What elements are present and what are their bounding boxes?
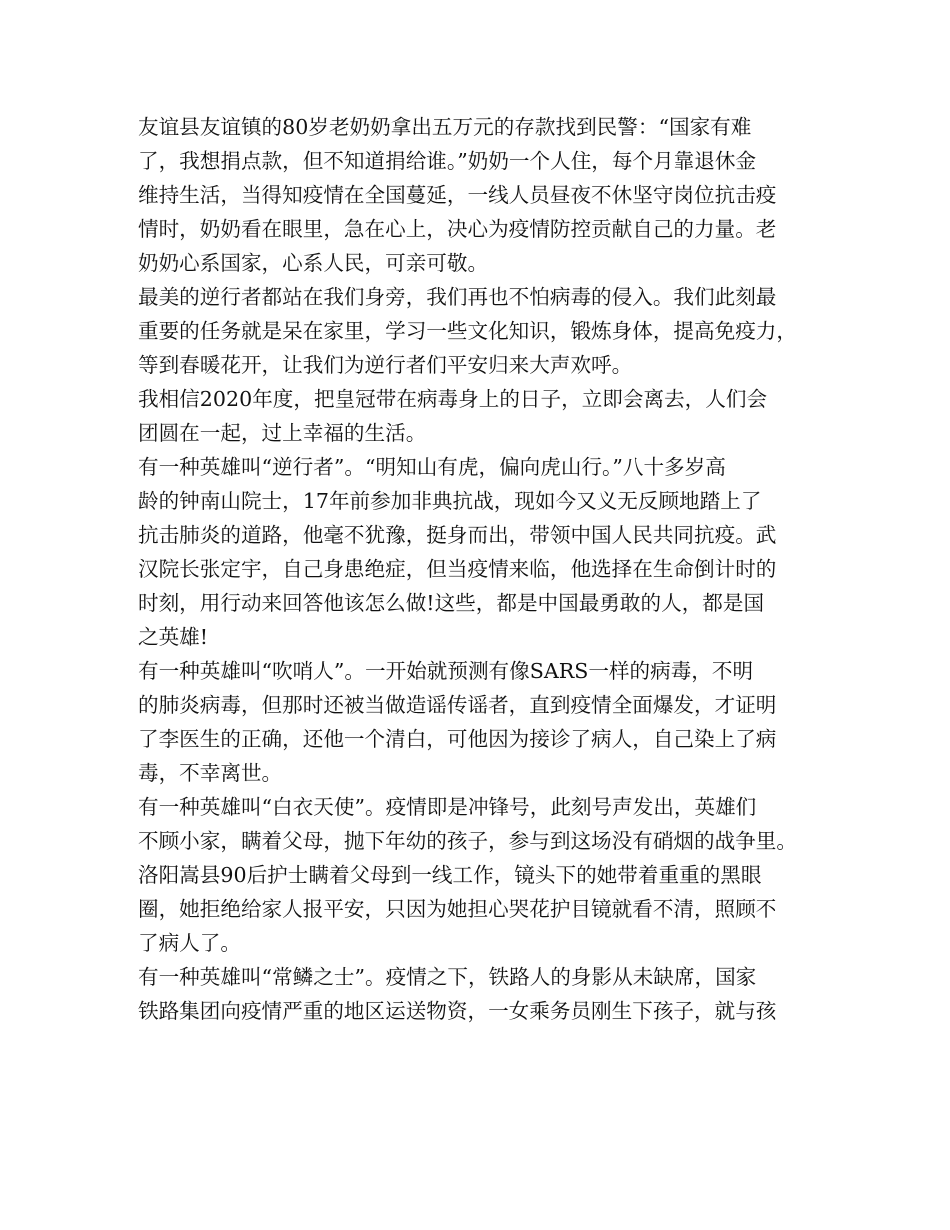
text-line: 之英雄!	[138, 625, 209, 649]
text-line: 抗击肺炎的道路，他毫不犹豫，挺身而出，带领中国人民共同抗疫。武	[138, 523, 777, 547]
text-line: 最美的逆行者都站在我们身旁，我们再也不怕病毒的侵入。我们此刻最	[138, 285, 777, 309]
text-line: 奶奶心系国家，心系人民，可亲可敬。	[138, 251, 489, 275]
text-line: 不顾小家，瞒着父母，抛下年幼的孩子，参与到这场没有硝烟的战争里。	[138, 829, 797, 853]
text-line: 龄的钟南山院士，17年前参加非典抗战，现如今又义无反顾地踏上了	[138, 489, 762, 513]
text-line: 的肺炎病毒，但那时还被当做造谣传谣者，直到疫情全面爆发，才证明	[138, 693, 777, 717]
text-line: 团圆在一起，过上幸福的生活。	[138, 421, 427, 445]
text-line: 圈，她拒绝给家人报平安，只因为她担心哭花护目镜就看不清，照顾不	[138, 897, 777, 921]
text-line: 了病人了。	[138, 931, 241, 955]
text-line: 洛阳嵩县90后护士瞒着父母到一线工作，镜头下的她带着重重的黑眼	[138, 863, 762, 887]
text-line: 有一种英雄叫“吹哨人”。一开始就预测有像SARS一样的病毒，不明	[138, 659, 754, 683]
text-line: 等到春暖花开，让我们为逆行者们平安归来大声欢呼。	[138, 353, 633, 377]
text-line: 友谊县友谊镇的80岁老奶奶拿出五万元的存款找到民警：“国家有难	[138, 115, 752, 139]
text-line: 铁路集团向疫情严重的地区运送物资，一女乘务员刚生下孩子，就与孩	[138, 999, 777, 1023]
text-line: 汉院长张定宇，自己身患绝症，但当疫情来临，他选择在生命倒计时的	[138, 557, 777, 581]
text-line: 了，我想捐点款，但不知道捐给谁。”奶奶一个人住，每个月靠退休金	[138, 149, 757, 173]
text-line: 有一种英雄叫“白衣天使”。疫情即是冲锋号，此刻号声发出，英雄们	[138, 795, 757, 819]
text-line: 我相信2020年度，把皇冠带在病毒身上的日子，立即会离去，人们会	[138, 387, 768, 411]
text-line: 重要的任务就是呆在家里，学习一些文化知识，锻炼身体，提高免疫力，	[138, 319, 797, 343]
text-line: 有一种英雄叫“常鳞之士”。疫情之下，铁路人的身影从未缺席，国家	[138, 965, 757, 989]
text-line: 毒，不幸离世。	[138, 761, 283, 785]
document-page	[138, 110, 828, 1028]
text-line: 了李医生的正确，还他一个清白，可他因为接诊了病人，自己染上了病	[138, 727, 777, 751]
text-line: 情时，奶奶看在眼里，急在心上，决心为疫情防控贡献自己的力量。老	[138, 217, 777, 241]
text-line: 时刻，用行动来回答他该怎么做!这些，都是中国最勇敢的人，都是国	[138, 591, 765, 615]
text-line: 维持生活，当得知疫情在全国蔓延，一线人员昼夜不休坚守岗位抗击疫	[138, 183, 777, 207]
text-line: 有一种英雄叫“逆行者”。“明知山有虎，偏向虎山行。”八十多岁高	[138, 455, 726, 479]
